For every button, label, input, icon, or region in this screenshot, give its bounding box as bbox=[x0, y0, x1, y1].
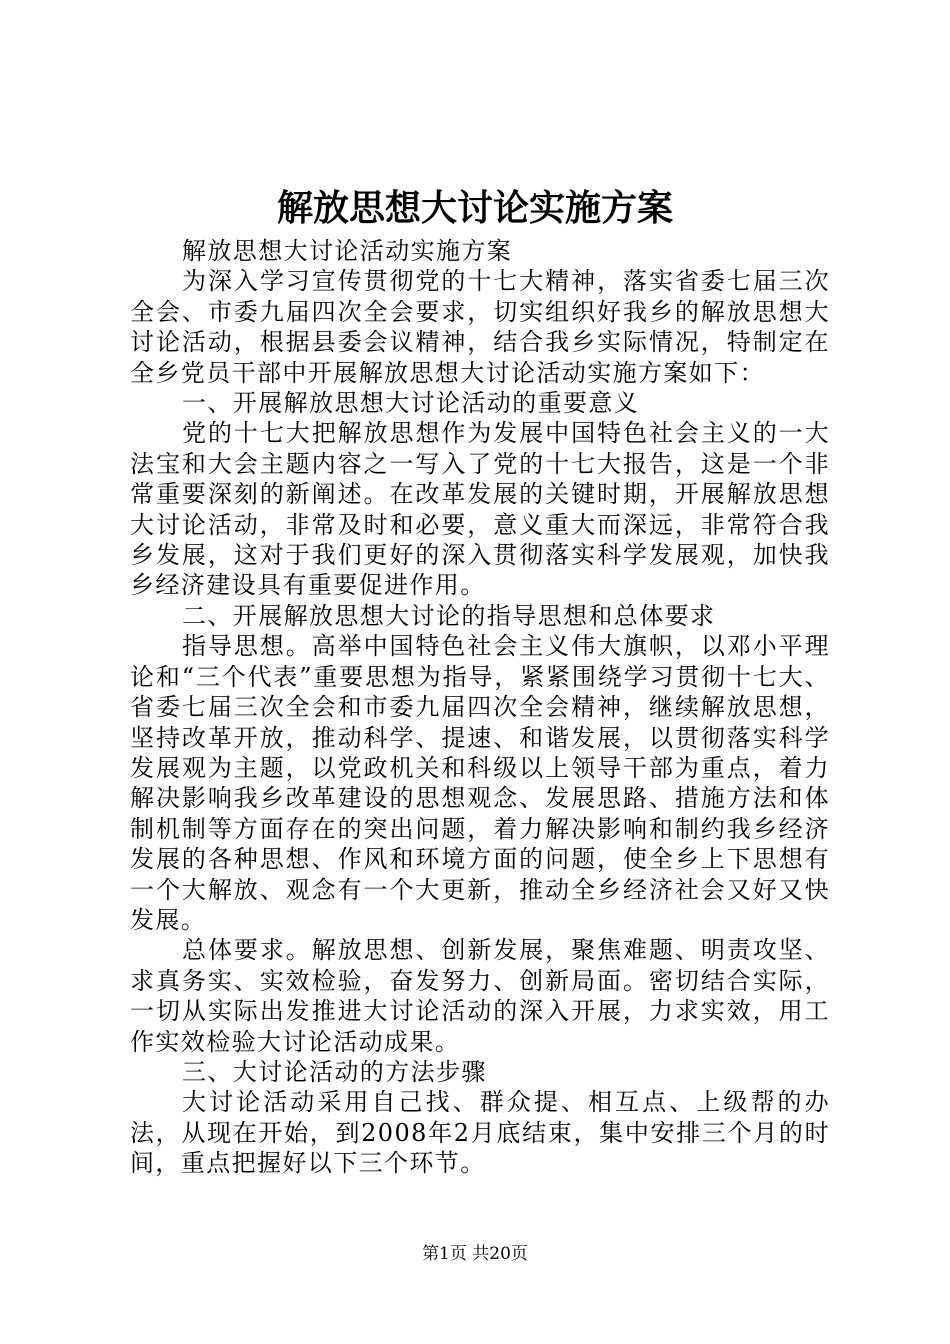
paragraph-guiding-thought: 指导思想。高举中国特色社会主义伟大旗帜，以邓小平理论和“三个代表”重要思想为指导，紧紧围绕学习贯彻十七大、省委七届三次全会和市委九届四次全会精神，继续解放思想，坚持改革开放，推动科学、提速、和谐发展，以贯彻落实科学发展观为主题，以党政机关和科级以上领导干部为重点，着力解决影响我乡改革建设的思想观念、发展思路、措施方法和体制机制等方面存在的突出问题，着力解决影响和制约我乡经济发展的各种思想、作风和环境方面的问题，使全乡上下思想有一个大解放、观念有一个大更新，推动全乡经济社会又好又快发展。 bbox=[130, 632, 830, 934]
page-total: 共20页 bbox=[472, 1244, 528, 1264]
paragraph-subtitle: 解放思想大讨论活动实施方案 bbox=[182, 237, 513, 265]
section-heading-3: 三、大讨论活动的方法步骤 bbox=[182, 1057, 487, 1086]
document-body bbox=[130, 236, 830, 1179]
section-heading-1: 一、开展解放思想大讨论活动的重要意义 bbox=[182, 389, 640, 418]
section-heading-2: 二、开展解放思想大讨论的指导思想和总体要求 bbox=[182, 601, 716, 630]
page-footer bbox=[0, 1242, 950, 1266]
page-number: 第1页 bbox=[422, 1244, 467, 1264]
paragraph-methods: 大讨论活动采用自己找、群众提、相互点、上级帮的办法，从现在开始，到2008年2月底结束，集中安排三个月的时间，重点把握好以下三个环节。 bbox=[130, 1088, 830, 1178]
paragraph-significance: 党的十七大把解放思想作为发展中国特色社会主义的一大法宝和大会主题内容之一写入了党的十七大报告，这是一个非常重要深刻的新阐述。在改革发展的关键时期，开展解放思想大讨论活动，非常及时和必要，意义重大而深远，非常符合我乡发展，这对于我们更好的深入贯彻落实科学发展观，加快我乡经济建设具有重要促进作用。 bbox=[130, 419, 830, 600]
document-title: 解放思想大讨论实施方案 bbox=[276, 187, 673, 229]
paragraph-overall-requirements: 总体要求。解放思想、创新发展，聚焦难题、明责攻坚、求真务实、实效检验，奋发努力、创新局面。密切结合实际，一切从实际出发推进大讨论活动的深入开展，力求实效，用工作实效检验大讨论活动成果。 bbox=[130, 936, 830, 1056]
paragraph-intro: 为深入学习宣传贯彻党的十七大精神，落实省委七届三次全会、市委九届四次全会要求，切实组织好我乡的解放思想大讨论活动，根据县委会议精神，结合我乡实际情况，特制定在全乡党员干部中开展解放思想大讨论活动实施方案如下： bbox=[130, 267, 830, 387]
